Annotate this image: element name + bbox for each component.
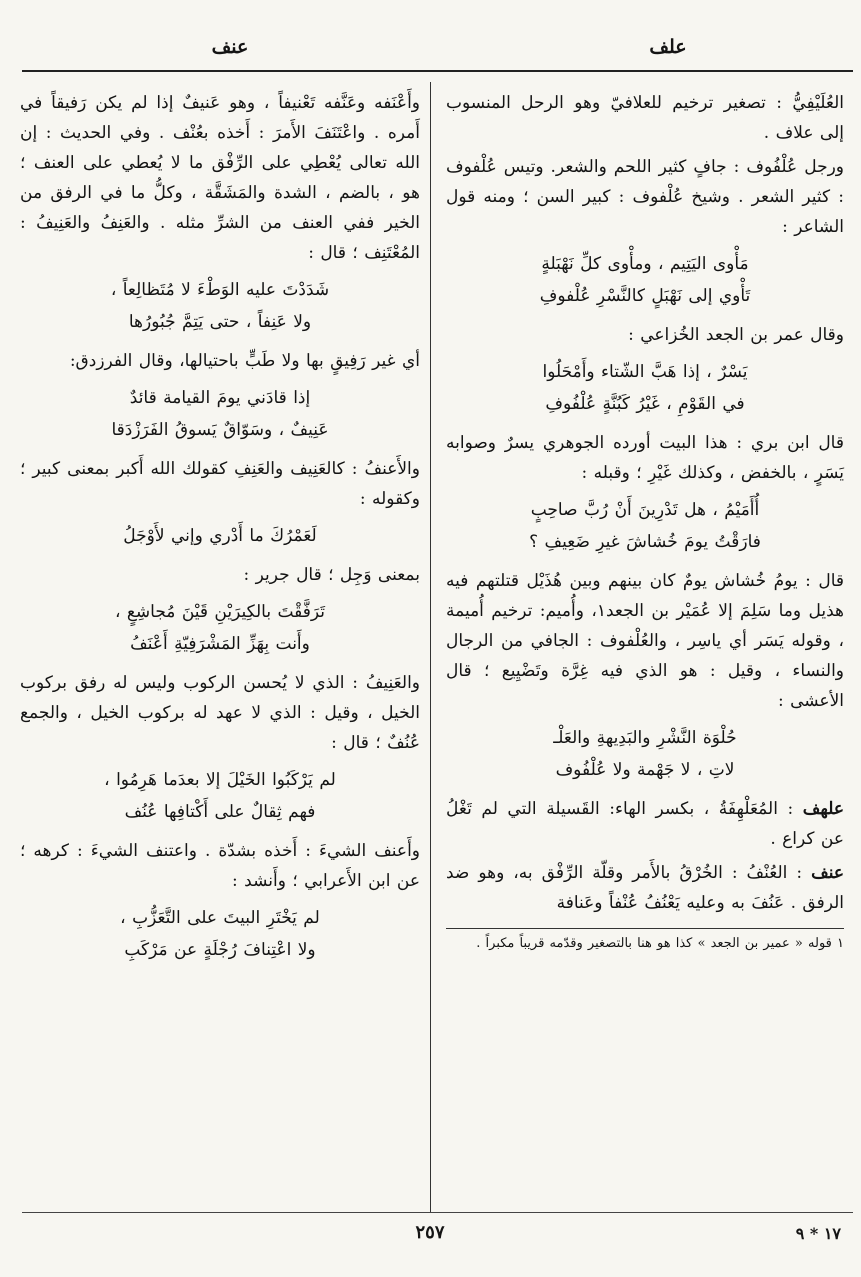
footnote: ١ قوله « عمير بن الجعد » كذا هو هنا بالتصغير وقدّمه قريباً مكبراً . (476, 936, 844, 951)
paragraph: وأَعنف الشيءَ : أَخذه بشدّة . واعتنف الشيءَ : كرهه ؛ عن ابن الأَعرابي ؛ وأَنشد : (20, 841, 420, 891)
paragraph: وقال عمر بن الجعد الخُزاعي : (628, 325, 844, 345)
verse-line: تَأْوي إلى نَهْبَلٍ كالنَّسْرِ عُلْفوفِ (539, 286, 751, 306)
paragraph: وأَعْنَفه وعَنَّفه تَعْنيفاً ، وهو عَنيفٌ إذا لم يكن رَفيقاً في أَمره . واعْتَنَفَ الأَمرَ : أَخذه بعُنْف . وفي الحديث : إن الله تعالى يُعْطِي على الرِّفْق ما لا يُعطي على العنف ؛ هو ، بالضم ، الشدة والمَشَقَّة ، وكلُّ ما في الرفق من الخير ففي العنف من الشرِّ مثله . والعَنِفُ والعَنِيفُ : المُعْتَنِف ؛ قال : (20, 93, 420, 263)
paragraph: قال ابن بري : هذا البيت أورده الجوهري يسرٌ وصوابه يَسَرٍ ، بالخفض ، وكذلك غَيْرِ ؛ وقبله : (446, 433, 844, 483)
column-divider (430, 82, 431, 1212)
paragraph: والعَنِيفُ : الذي لا يُحسن الركوب وليس له رفق بركوب الخيل ، وقيل : الذي لا عهد له بركوب الخيل ، والجمع عُنُفٌ ؛ قال : (20, 673, 420, 753)
verse (20, 274, 420, 338)
header-rule (22, 70, 853, 72)
verse-line: فارَقْتُ يومَ خُشاشَ غيرِ ضَعِيفِ ؟ (529, 532, 761, 552)
verse-line: أُأَمَيْمُ ، هل تَدْرِينَ أَنْ رُبَّ صاحِبٍ (530, 500, 760, 520)
printer-signature: ١٧ * ٩ (795, 1224, 841, 1243)
verse-line: حُلْوَة النَّشْرِ والبَدِيهةِ والعَلْـ (553, 728, 737, 748)
entry-headword: عنف (811, 863, 844, 883)
verse-line: إذا قادَني يومَ القيامة قائدٌ (129, 388, 311, 408)
verse-line: شَدَدْتَ عليه الوَطْءَ لا مُتَظالِعاً ، (110, 280, 330, 300)
verse-line: تَرَفَّقْتَ بالكِيرَيْنِ قَيْنَ مُجاشِعٍ ، (114, 602, 326, 622)
verse-line: يَسْرٌ ، إذا هَبَّ الشّتاء وأَمْحَلُوا (542, 362, 748, 382)
paragraph: والأَعنفُ : كالعَنِيف والعَنِفِ كقولك الله أَكبر بمعنى كبير ؛ وكقوله : (20, 459, 420, 509)
verse (20, 382, 420, 446)
verse (20, 596, 420, 660)
verse-line: لم يَخْتَرِ البيتَ على التَّعَزُّبِ ، (120, 908, 320, 928)
footer-rule (22, 1212, 853, 1213)
verse-line: ولا اعْتِنافَ رُجْلَةٍ عن مَرْكَبِ (124, 940, 316, 960)
entry-paragraph (446, 858, 844, 918)
verse-line: لَعَمْرُكَ ما أَدْري وإني لأَوْجَلُ (123, 526, 317, 546)
verse (20, 764, 420, 828)
left-column (20, 88, 420, 974)
verse (20, 520, 420, 552)
right-headword: علف (649, 36, 687, 58)
verse-line: لاتِ ، لا جَهْمة ولا عُلْفُوف (555, 760, 735, 780)
paragraph: العُلَيْفِيُّ : تصغير ترخيم للعلافيّ وهو الرحل المنسوب إلى علاف . (446, 93, 844, 143)
verse (446, 248, 844, 312)
verse-line: عَنِيفٌ ، وسَوّاقٌ يَسوقُ الفَرَزْدَقا (111, 420, 329, 440)
verse (20, 902, 420, 966)
verse (446, 722, 844, 786)
verse-line: فهم ثِقالٌ على أَكْتافِها عُنُف (124, 802, 316, 822)
page-number: ٢٥٧ (415, 1222, 445, 1243)
left-headword: عنف (211, 36, 249, 58)
entry-paragraph (446, 794, 844, 854)
verse (446, 494, 844, 558)
paragraph: قال : يومُ خُشاش يومٌ كان بينهم وبين هُذَيْل قتلتهم فيه هذيل وما سَلِمَ إلا عُمَيْر بن الجعد١، وأُميم: ترخيم أُميمة ، وقوله يَسَر أي ياسِر ، والعُلْفوف : الجافي من الرجال والنساء ، وقيل : هو الذي فيه غِرَّة وتَضْيِيع ؛ قال الأعشى : (446, 571, 844, 711)
verse-line: مَأْوى اليَتِيم ، ومأْوى كلِّ نَهْبَلةٍ (541, 254, 749, 274)
page-header (0, 30, 861, 70)
verse-line: لم يَرْكَبُوا الخَيْلَ إلا بعدَما هَرِمُوا ، (104, 770, 336, 790)
entry-headword: علهف (802, 799, 844, 819)
entry-text: : المُعَلْهِفَةُ ، بكسر الهاء: القَسيلة التي لم تَغْلُ عن كراع . (446, 799, 844, 849)
paragraph: بمعنى وَجِل ؛ قال جرير : (243, 565, 420, 585)
paragraph: ورجل عُلْفُوف : جافٍ كثير اللحم والشعر. وتيس عُلْفوف : كثير الشعر . وشيخ عُلْفوف : كبير السن ؛ ومنه قول الشاعر : (446, 157, 844, 237)
right-column (446, 88, 844, 959)
verse (446, 356, 844, 420)
footnote-rule (446, 928, 844, 929)
entry-text: : العُنْفُ : الخُرْقُ بالأَمر وقلّة الرِّفْق به، وهو ضد الرفق . عَنُفَ به وعليه يَعْنُفُ عُنْفاً وعَنافة (446, 863, 844, 913)
verse-line: وأَنت بِهَزِّ المَشْرَفِيّةِ أَعْنَفُ (130, 634, 310, 654)
verse-line: في القَوْمِ ، غَيْرُ كَبُنَّةٍ عُلْفُوفِ (545, 394, 745, 414)
verse-line: ولا عَنِفاً ، حتى يَتِمَّ جُبُورُها (128, 312, 312, 332)
paragraph: أي غير رَفِيقٍ بها ولا طَبٍّ باحتيالها، وقال الفرزدق: (69, 351, 420, 371)
